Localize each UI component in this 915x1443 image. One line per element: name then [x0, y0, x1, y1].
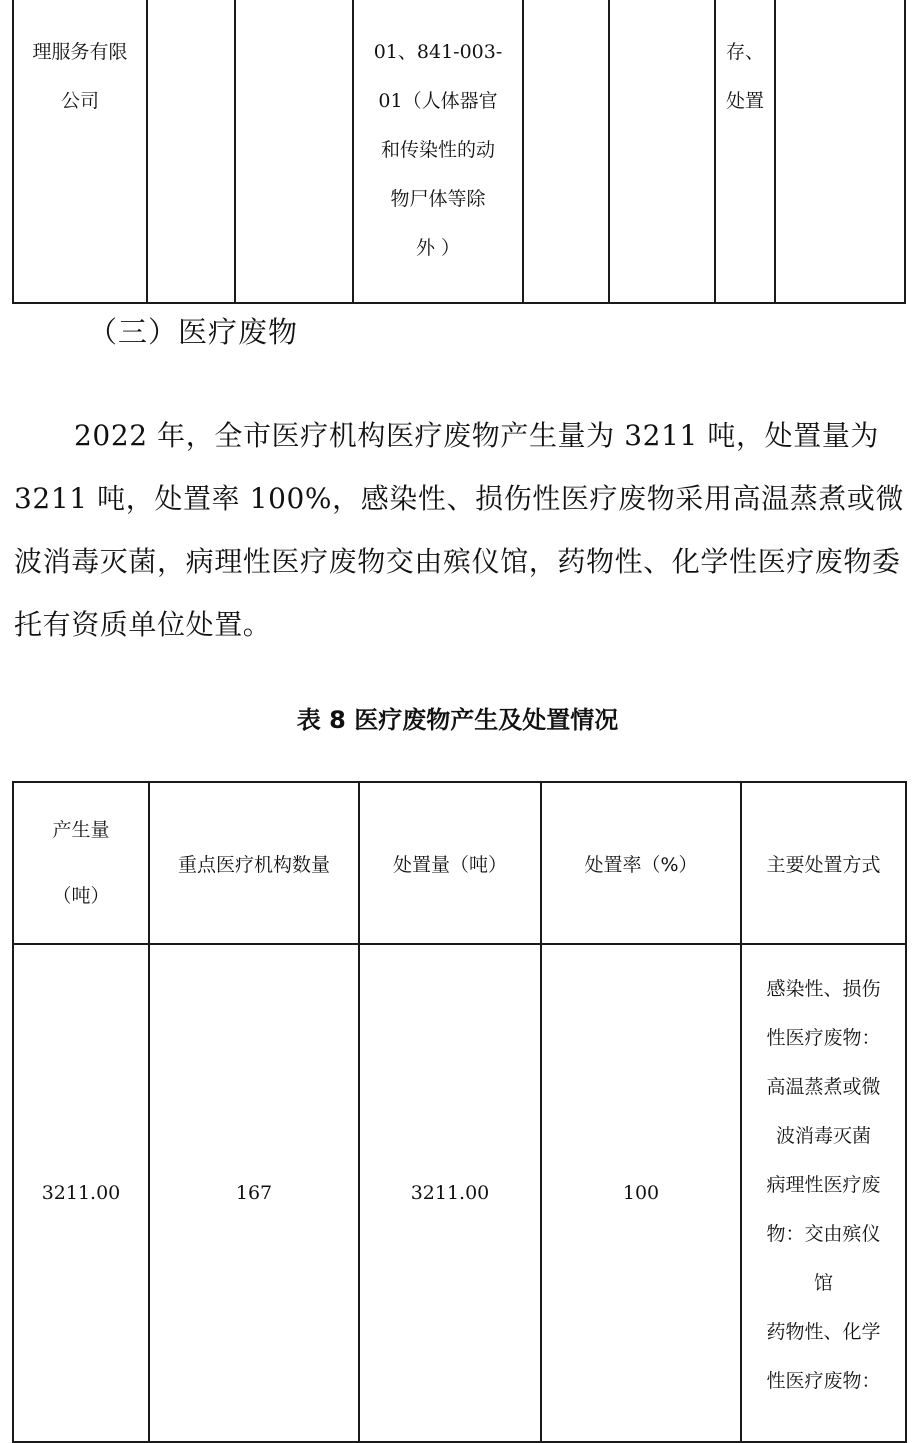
empty-cell	[523, 0, 609, 303]
method-line: 病理性医疗废	[766, 1174, 881, 1196]
header-generated	[13, 782, 149, 944]
cell-line: 公司	[60, 90, 99, 112]
method-line: 物：交由殡仪	[766, 1223, 881, 1245]
empty-cell	[775, 0, 905, 303]
empty-cell	[235, 0, 353, 303]
header-rate: 处置率（%）	[541, 782, 741, 944]
method-line: 高温蒸煮或微	[766, 1076, 881, 1098]
cell-line: 01（人体器官	[378, 90, 498, 112]
header-line: （吨）	[52, 885, 110, 907]
cell-line: 处置	[725, 90, 764, 112]
cell-key-institutions: 167	[149, 944, 359, 1442]
cell-line: 存、	[725, 41, 764, 63]
method-line: 药物性、化学	[766, 1321, 881, 1343]
cell-line: 01、841-003-	[373, 41, 503, 63]
cell-line: 外 ）	[415, 237, 461, 259]
method-line: 馆	[813, 1272, 833, 1294]
company-cell	[13, 0, 147, 303]
cell-line: 物尸体等除	[390, 188, 486, 210]
table-caption: 表 8 医疗废物产生及处置情况	[296, 706, 619, 734]
method-line: 性医疗废物：	[766, 1027, 881, 1049]
header-disposed: 处置量（吨）	[359, 782, 541, 944]
header-line: 产生量	[52, 819, 110, 841]
method-cell	[715, 0, 775, 303]
method-line: 波消毒灭菌	[775, 1125, 871, 1147]
method-line: 性医疗废物：	[766, 1370, 881, 1392]
empty-cell	[609, 0, 715, 303]
waste-code-cell	[353, 0, 523, 303]
section-heading: （三）医疗废物	[88, 315, 299, 349]
table-row	[13, 0, 905, 303]
continued-table	[12, 0, 906, 304]
table-header-row	[13, 782, 906, 944]
cell-line: 理服务有限	[32, 41, 128, 63]
cell-method	[741, 944, 906, 1442]
cell-disposed: 3211.00	[359, 944, 541, 1442]
cell-rate: 100	[541, 944, 741, 1442]
table-row	[13, 944, 906, 1442]
cell-line: 和传染性的动	[380, 139, 495, 161]
method-line: 感染性、损伤	[766, 978, 881, 1000]
empty-cell	[147, 0, 235, 303]
medical-waste-table	[12, 781, 907, 1443]
header-method: 主要处置方式	[741, 782, 906, 944]
cell-generated: 3211.00	[13, 944, 149, 1442]
header-key-institutions: 重点医疗机构数量	[149, 782, 359, 944]
body-paragraph: 2022 年，全市医疗机构医疗废物产生量为 3211 吨，处置量为 3211 吨，处置率 100%，感染性、损伤性医疗废物采用高温蒸煮或微波消毒灭菌，病理性医疗废物交由殡仪馆，药物性、化学性医疗废物委托有资质单位处置。	[14, 419, 905, 641]
